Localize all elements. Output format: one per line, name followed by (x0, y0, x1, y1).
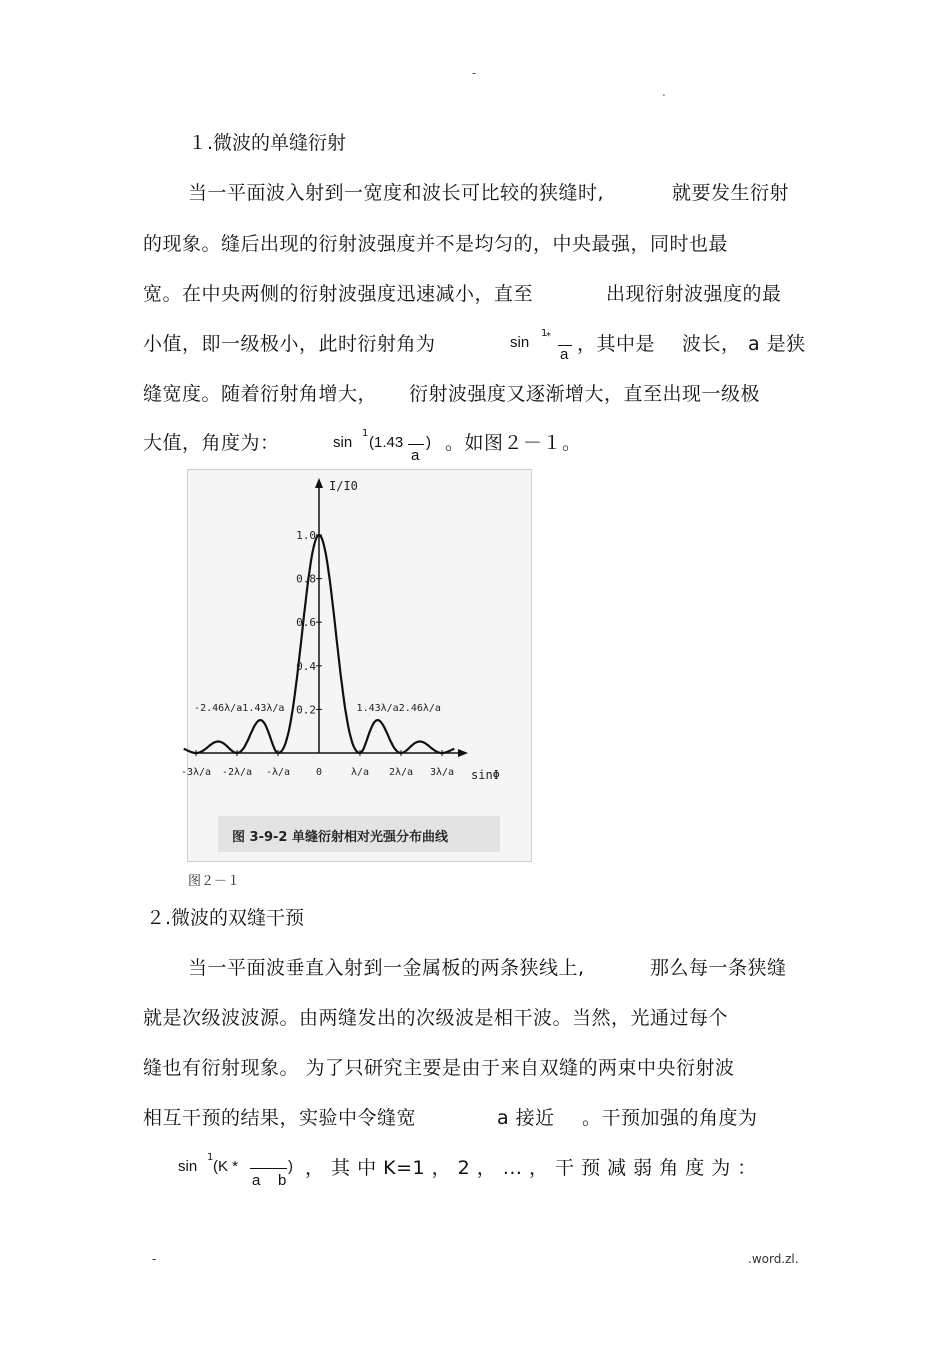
y-axis-label: I/I0 (329, 479, 358, 493)
formula1-denominator: a (560, 346, 569, 363)
formula3-den-a: a (252, 1172, 261, 1189)
s1-line4c: 波长， (682, 333, 741, 355)
formula2-denominator: a (411, 447, 420, 464)
lobe-annotation: 2.46λ/a (398, 703, 441, 714)
formula2-arg: (1.43 (369, 434, 404, 451)
figure-caption: 图 3-9-2 单缝衍射相对光强分布曲线 (232, 830, 448, 845)
s1-line4d: a 是狭 (748, 333, 806, 355)
formula3-den-b: b (278, 1172, 287, 1189)
s1-line3a: 宽。在中央两侧的衍射波强度迅速减小，直至 (143, 283, 534, 305)
formula2-fn: sin (333, 434, 353, 451)
x-tick-label: 2λ/a (388, 767, 414, 778)
s1-line4b: ，其中是 (577, 333, 656, 355)
s1-line5b: 衍射波强度又逐渐增大，直至出现一级极 (409, 383, 761, 405)
section2-heading: ２.微波的双缝干预 (146, 907, 305, 929)
footer-right: .word.zl. (748, 1252, 799, 1266)
diffraction-figure (180, 469, 532, 862)
formula1-fn: sin (510, 334, 530, 351)
y-tick-label: 0.8 (296, 572, 316, 586)
formula3-fraction-bar (250, 1168, 287, 1169)
header-dot-left: - (472, 66, 477, 80)
formula3-arg: (K * (213, 1158, 239, 1175)
x-tick-label: λ/a (350, 767, 370, 778)
y-tick-label: 0.6 (296, 616, 316, 630)
y-tick-label: 0.2 (296, 703, 316, 717)
lobe-annotation: -1.43λ/a (236, 703, 285, 714)
s1-line2: 的现象。缝后出现的衍射波强度并不是均匀的，中央最强，同时也最 (143, 233, 729, 255)
x-tick-label: 0 (315, 767, 323, 778)
formula2-close: ) (426, 434, 431, 451)
formula3-exp: 1 (207, 1152, 214, 1163)
figure-label: 图２－１ (188, 874, 241, 889)
x-tick-label: -3λ/a (180, 767, 212, 778)
x-tick-label: -2λ/a (221, 767, 253, 778)
s1-line5a: 缝宽度。随着衍射角增大， (143, 383, 378, 405)
section1-heading: １.微波的单缝衍射 (188, 132, 347, 154)
x-tick-label: -λ/a (265, 767, 291, 778)
x-axis-arrow (458, 749, 468, 757)
s2-line5-tail: ， 其 中 K=1 ， 2 ， ... ， 干 预 减 弱 角 度 为 ： (305, 1157, 757, 1179)
x-axis-label: sinΦ (471, 768, 500, 782)
lobe-annotation: 1.43λ/a (356, 703, 399, 714)
s2-line2: 就是次级波波源。由两缝发出的次级波是相干波。当然，光通过每个 (143, 1007, 729, 1029)
formula3-fn: sin (178, 1158, 198, 1175)
s2-line4a: 相互干预的结果，实验中令缝宽 (143, 1107, 417, 1129)
s1-line1a: 当一平面波入射到一宽度和波长可比较的狭缝时, (188, 182, 605, 204)
formula2-exp: 1 (362, 428, 369, 439)
formula3-close: ) (288, 1158, 293, 1175)
y-tick-label: 1.0 (296, 529, 316, 542)
y-tick-label: 0.4 (296, 659, 316, 673)
formula1-exp: 1 (541, 328, 548, 339)
s2-line4c: 。干预加强的角度为 (582, 1107, 758, 1129)
s2-line4b: a 接近 (497, 1107, 555, 1129)
s2-line3: 缝也有衍射现象。 为了只研究主要是由于来自双缝的两束中央衍射波 (143, 1057, 735, 1079)
s1-line4a: 小值，即一级极小，此时衍射角为 (143, 333, 436, 355)
s1-line6a: 大值，角度为： (143, 432, 280, 454)
s1-line6b: 。如图２－１。 (445, 432, 582, 454)
x-tick-label: 3λ/a (429, 767, 455, 778)
s1-line3b: 出现衍射波强度的最 (606, 283, 782, 305)
s1-line1b: 就要发生衍射 (672, 182, 790, 204)
y-axis-arrow (315, 478, 323, 488)
formula1-mid: * (546, 331, 551, 342)
lobe-annotation: -2.46λ/a (194, 703, 243, 714)
formula2-fraction-bar (408, 444, 424, 445)
diffraction-chart (180, 470, 531, 861)
footer-left: - (152, 1252, 157, 1266)
header-dot-right: . (662, 85, 666, 99)
s2-line1b: 那么每一条狭缝 (650, 957, 787, 979)
s2-line1a: 当一平面波垂直入射到一金属板的两条狭线上, (188, 957, 585, 979)
